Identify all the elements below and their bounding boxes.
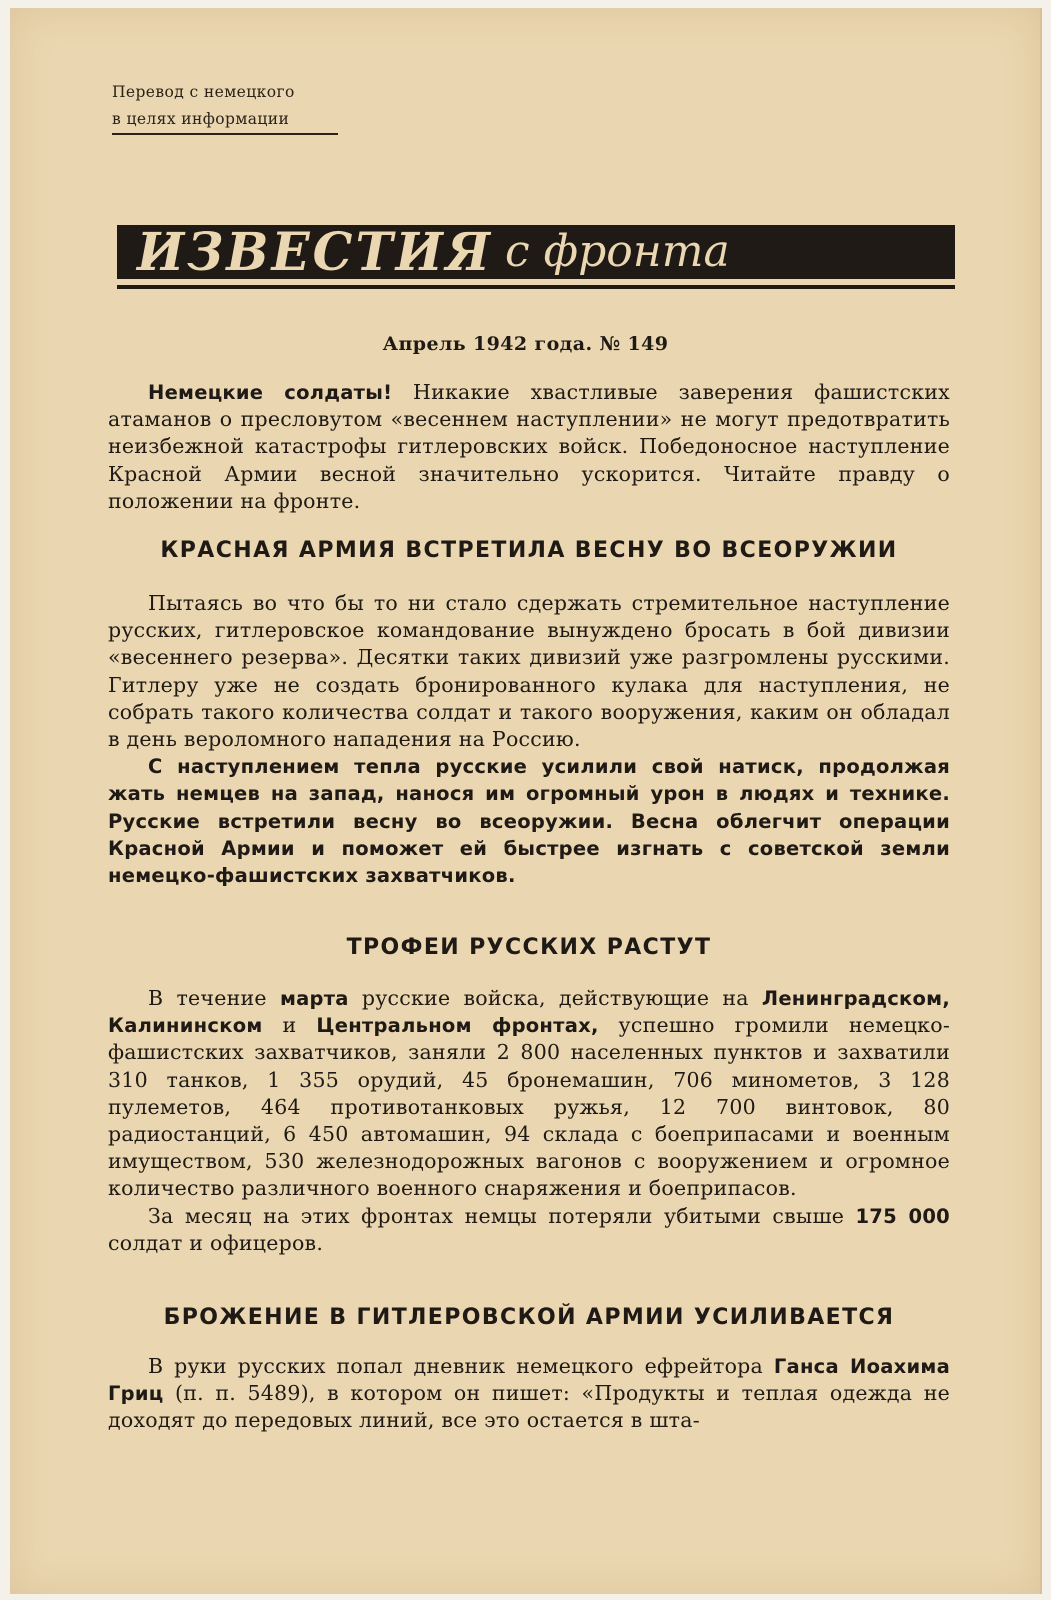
section1-paragraph1: Пытаясь во что бы то ни стало сдержать стремительное наступление русских, гитлеровское командование вынуждено бросать в бой дивизии «весеннего резерва». Десятки таких дивизий уже разгромлены русскими. Гитлеру уже не создать бронированного кулака для наступления, не собрать такого количества солдат и такого вооружения, каким он обладал в день вероломного нападения на Россию. <box>108 591 950 752</box>
section2-heading: ТРОФЕИ РУССКИХ РАСТУТ <box>346 935 712 960</box>
masthead <box>117 225 955 279</box>
s2-month: марта <box>279 987 349 1010</box>
section1-body <box>108 590 950 889</box>
section1-heading: КРАСНАЯ АРМИЯ ВСТРЕТИЛА ВЕСНУ ВО ВСЕОРУЖИИ <box>160 538 898 563</box>
section2-paragraph1 <box>108 985 950 1203</box>
intro-paragraph <box>108 379 950 515</box>
intro-text: Никакие хвастливые заверения фашистских атаманов о пресловутом «весеннем наступлении» не могут предотвратить неизбежной катастрофы гитлеровских войск. Победоносное наступление Красной Армии весной значительно ускорится. Читайте правду о положении на фронте. <box>108 380 950 513</box>
s3-name: Ганса Иоахима Гриц <box>108 1355 950 1406</box>
issue-line: Апрель 1942 года. № 149 <box>382 333 669 355</box>
translation-note <box>112 79 295 133</box>
s2-text-a: В течение <box>148 986 280 1010</box>
translation-note-underline <box>112 133 338 135</box>
s2-text-e: и <box>262 1013 317 1038</box>
section3-paragraph1 <box>108 1353 950 1435</box>
masthead-subtitle: с фронта <box>505 226 730 277</box>
section3-heading: БРОЖЕНИЕ В ГИТЛЕРОВСКОЙ АРМИИ УСИЛИВАЕТСЯ <box>163 1305 895 1330</box>
section2-paragraph2 <box>108 1203 950 1257</box>
s2-fronts-2: Центральном фронтах, <box>316 1014 599 1038</box>
translation-note-line1: Перевод с немецкого <box>112 83 295 101</box>
section1-paragraph2: С наступлением тепла русские усилили свой натиск, продолжая жать немцев на запад, нанося им огромный урон в людях и технике. Русские встретили весну во всеоружии. Весна облегчит операции Красной Армии и поможет ей быстрее изгнать с советской земли немецко-фашистских захватчиков. <box>108 755 950 888</box>
s2p2-text-a: За месяц на этих фронтах немцы потеряли убитыми свыше <box>148 1203 856 1228</box>
section3-body <box>108 1353 950 1435</box>
masthead-title: ИЗВЕСТИЯ <box>137 225 494 279</box>
s2-text-g: успешно громили немецко-фашистских захватчиков, заняли 2 800 населенных пунктов и захватили 310 танков, 1 355 орудий, 45 бронемашин, 706 минометов, 3 128 пулеметов, 464 противотанковых ружья, 12 700 винтовок, 80 радиостанций, 6 450 автомашин, 94 склада с боеприпасами и военным имуществом, 530 железнодорожных вагонов с вооружением и огромное количество различного военного снаряжения и боеприпасов. <box>108 1013 951 1201</box>
translation-note-line2: в целях информации <box>112 110 290 128</box>
s2-text-c: русские войска, действующие на <box>348 986 762 1010</box>
s3-text-c: (п. п. 5489), в котором он пишет: «Продукты и теплая одежда не доходят до передовых линий, все это остается в шта- <box>108 1381 950 1433</box>
section2-body <box>108 985 950 1257</box>
s3-text-a: В руки русских попал дневник немецкого ефрейтора <box>148 1354 774 1378</box>
intro-lead: Немецкие солдаты! <box>148 381 393 404</box>
s2-fronts-1: Ленинградском, Калининском <box>108 987 950 1038</box>
s2p2-losses: 175 000 <box>855 1204 950 1228</box>
masthead-rule <box>117 285 955 289</box>
s2p2-text-c: солдат и офицеров. <box>108 1230 324 1255</box>
